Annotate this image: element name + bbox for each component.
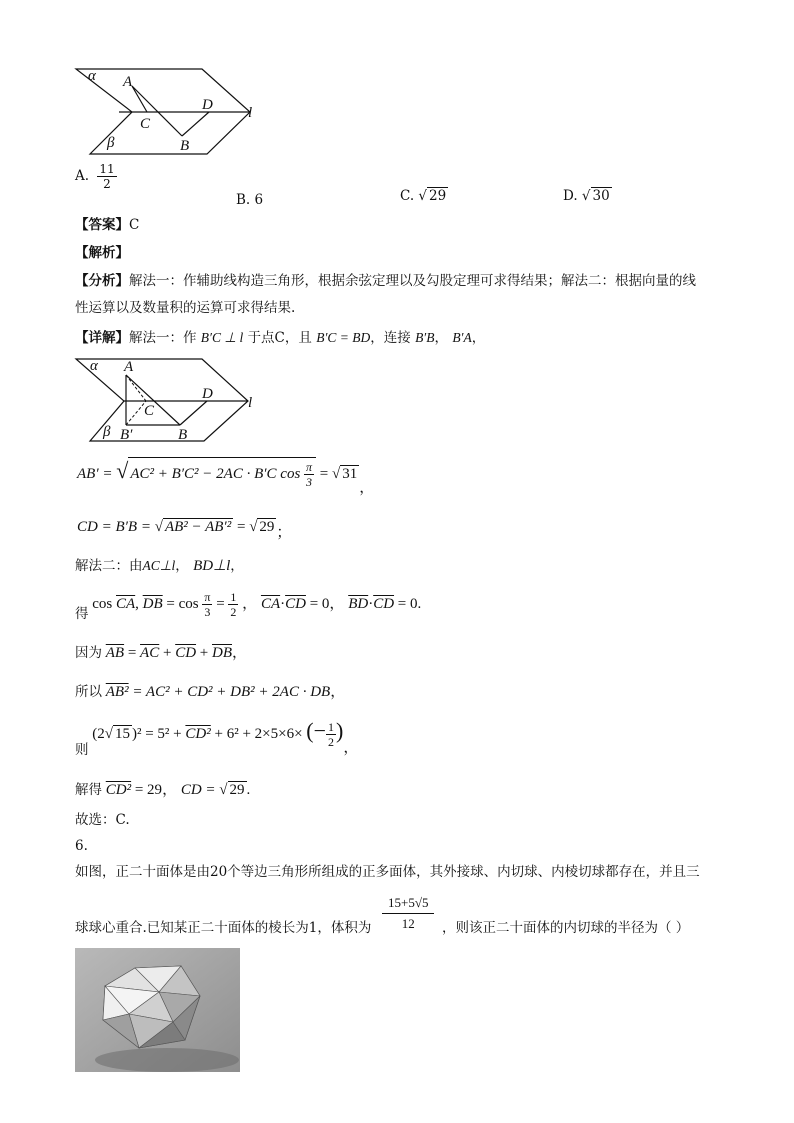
option-c: C. √ 29 [400,188,447,204]
label-l: l [248,105,253,121]
label-beta-2: β [103,424,111,440]
question-6-line2: 球球心重合.已知某正二十面体的棱长为1，体积为 [75,920,372,936]
jiexi-label: 【解析】 [75,245,129,261]
label-l-2: l [248,395,253,411]
equation-squared: 所以 AB² = AC² + CD² + DB² + 2AC · DB， [75,684,346,700]
volume-fraction: $\frac{15+5√5}{12}$ [382,893,434,934]
label-A-2: A [124,359,134,375]
option-a: A. $\frac{11}{2}$ [75,162,115,191]
label-B: B [180,138,190,154]
equation-cos-angle: 得 $\cos \overline{CA}$, $\overline{DB} = \cos$ $\frac{\pi}{3}$ = $\frac{1}{2}$ ， $\overline{CA}\cdot\overline{CD} = 0$， $\overline{BD}\cdot\overline{CD} = 0$. [75,590,422,622]
question-6-line2b: ，则该正二十面体的内切球的半径为（ ） [442,920,690,936]
question-6-number: 6. [75,838,88,854]
dihedral-figure-2 [72,355,272,445]
xiangjie-line: 【详解】解法一：作 B′C ⊥ l 于点C，且 B′C = BD，连接 B′B， B′A， [75,330,486,346]
label-Bp: B′ [120,427,133,443]
label-D-2: D [202,386,213,402]
label-beta: β [107,135,115,151]
option-b: B. 6 [236,192,264,208]
label-D: D [202,97,213,113]
icosahedron-image [75,948,240,1072]
equation-ab-prime: AB′ = √ AC² + B′C² − 2AC · B′C cos $\frac{\pi}{3}$ = √ 31， [77,457,375,496]
label-C-2: C [144,403,155,419]
fenxi-line2: 性运算以及数量积的运算可求得结果. [75,300,296,316]
question-6-line1: 如图，正二十面体是由20个等边三角形所组成的正多面体，其外接球、内切球、内棱切球都存在，并且三 [75,864,700,880]
method2-line: 解法二：由AC⊥l， BD⊥l， [75,558,244,574]
dihedral-figure-1 [72,62,272,157]
label-B-2: B [178,427,188,443]
option-d: D. √ 30 [563,188,610,204]
equation-vector-sum: 因为 $\overline{AB} = \overline{AC} + \overline{CD} + \overline{DB}$， [75,645,248,661]
label-alpha-2: α [90,358,98,374]
answer-line: 【答案】C [75,217,140,233]
equation-result: 解得 CD² = 29， CD = √ 29 . [75,782,251,798]
equation-substitute: 则 (2√ 15 )² = 5² + CD² + 6² + 2×5×6× (− $\frac{1}{2}$ )， [75,718,359,758]
label-C: C [140,116,151,132]
guxuan-line: 故选：C. [75,812,130,828]
label-A: A [123,74,133,90]
label-alpha: α [88,68,96,84]
fenxi-line1: 【分析】解法一：作辅助线构造三角形，根据余弦定理以及勾股定理可求得结果；解法二：根据向量的线 [75,273,696,289]
equation-cd: CD = B′B = √ AB² − AB′² = √ 29 ； [77,519,292,541]
